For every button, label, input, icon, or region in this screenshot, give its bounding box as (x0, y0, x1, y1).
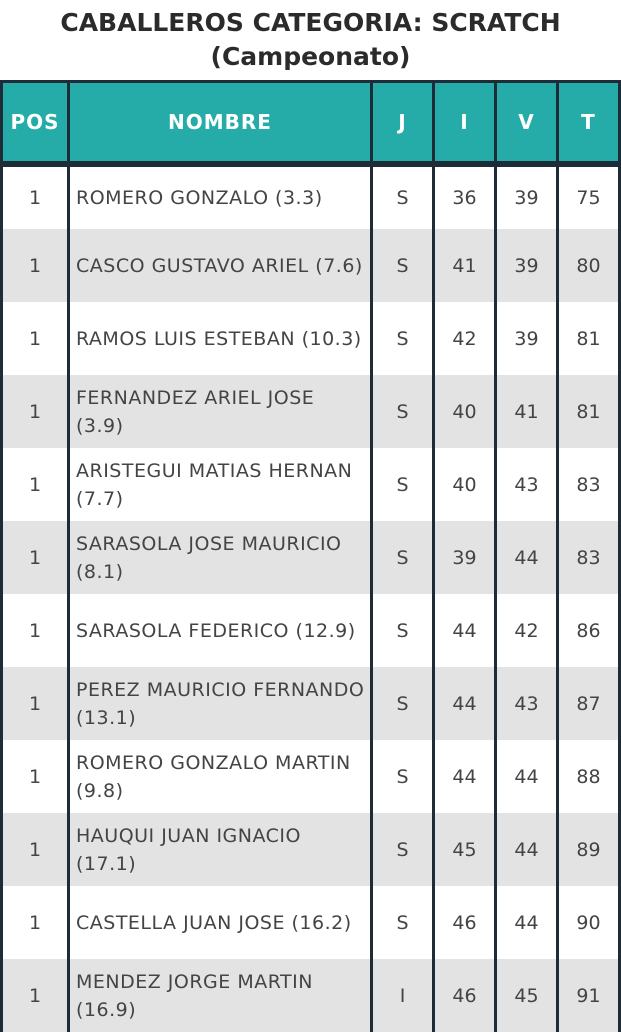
cell-i: 44 (435, 594, 497, 667)
cell-nombre: ARISTEGUI MATIAS HERNAN (7.7) (70, 448, 373, 521)
header-j: J (373, 80, 435, 167)
cell-j: S (373, 667, 435, 740)
table-row (0, 229, 621, 302)
cell-t: 90 (559, 886, 621, 959)
cell-v: 44 (497, 740, 559, 813)
cell-i: 36 (435, 167, 497, 229)
cell-v: 42 (497, 594, 559, 667)
results-table-container (0, 80, 621, 1032)
cell-i: 46 (435, 886, 497, 959)
cell-j: S (373, 229, 435, 302)
cell-pos: 1 (0, 229, 70, 302)
cell-pos: 1 (0, 886, 70, 959)
cell-i: 40 (435, 375, 497, 448)
cell-t: 83 (559, 521, 621, 594)
cell-nombre: PEREZ MAURICIO FERNANDO (13.1) (70, 667, 373, 740)
cell-i: 41 (435, 229, 497, 302)
table-row (0, 886, 621, 959)
cell-t: 81 (559, 375, 621, 448)
table-row (0, 667, 621, 740)
page-title (0, 0, 621, 80)
cell-pos: 1 (0, 448, 70, 521)
cell-nombre: RAMOS LUIS ESTEBAN (10.3) (70, 302, 373, 375)
header-i: I (435, 80, 497, 167)
table-header-row (0, 80, 621, 167)
title-line-2: (Campeonato) (210, 42, 411, 71)
table-row (0, 448, 621, 521)
cell-i: 42 (435, 302, 497, 375)
table-row (0, 302, 621, 375)
table-row (0, 594, 621, 667)
cell-pos: 1 (0, 959, 70, 1032)
cell-pos: 1 (0, 667, 70, 740)
cell-v: 44 (497, 813, 559, 886)
cell-nombre: SARASOLA JOSE MAURICIO (8.1) (70, 521, 373, 594)
cell-t: 86 (559, 594, 621, 667)
header-pos: POS (0, 80, 70, 167)
cell-j: S (373, 594, 435, 667)
cell-i: 40 (435, 448, 497, 521)
cell-v: 44 (497, 886, 559, 959)
cell-pos: 1 (0, 594, 70, 667)
cell-j: S (373, 521, 435, 594)
cell-v: 43 (497, 448, 559, 521)
header-v: V (497, 80, 559, 167)
cell-j: S (373, 886, 435, 959)
header-t: T (559, 80, 621, 167)
cell-i: 44 (435, 667, 497, 740)
title-line-1: CABALLEROS CATEGORIA: SCRATCH (60, 8, 561, 37)
cell-t: 75 (559, 167, 621, 229)
cell-nombre: CASCO GUSTAVO ARIEL (7.6) (70, 229, 373, 302)
cell-pos: 1 (0, 375, 70, 448)
table-row (0, 375, 621, 448)
cell-nombre: SARASOLA FEDERICO (12.9) (70, 594, 373, 667)
table-row (0, 740, 621, 813)
results-table (0, 80, 621, 1032)
cell-t: 87 (559, 667, 621, 740)
cell-j: S (373, 448, 435, 521)
cell-v: 39 (497, 167, 559, 229)
cell-nombre: HAUQUI JUAN IGNACIO (17.1) (70, 813, 373, 886)
cell-i: 44 (435, 740, 497, 813)
cell-t: 91 (559, 959, 621, 1032)
cell-pos: 1 (0, 302, 70, 375)
header-nombre: NOMBRE (70, 80, 373, 167)
cell-nombre: ROMERO GONZALO (3.3) (70, 167, 373, 229)
table-row (0, 813, 621, 886)
cell-i: 46 (435, 959, 497, 1032)
cell-v: 43 (497, 667, 559, 740)
cell-v: 44 (497, 521, 559, 594)
cell-t: 89 (559, 813, 621, 886)
cell-j: S (373, 740, 435, 813)
cell-j: S (373, 375, 435, 448)
cell-v: 39 (497, 302, 559, 375)
table-body (0, 167, 621, 1032)
table-row (0, 521, 621, 594)
cell-v: 41 (497, 375, 559, 448)
cell-nombre: CASTELLA JUAN JOSE (16.2) (70, 886, 373, 959)
cell-nombre: MENDEZ JORGE MARTIN (16.9) (70, 959, 373, 1032)
cell-nombre: FERNANDEZ ARIEL JOSE (3.9) (70, 375, 373, 448)
cell-j: S (373, 813, 435, 886)
cell-pos: 1 (0, 740, 70, 813)
table-row (0, 959, 621, 1032)
cell-j: S (373, 302, 435, 375)
cell-t: 83 (559, 448, 621, 521)
cell-pos: 1 (0, 167, 70, 229)
cell-pos: 1 (0, 521, 70, 594)
cell-t: 80 (559, 229, 621, 302)
cell-j: S (373, 167, 435, 229)
cell-i: 39 (435, 521, 497, 594)
cell-t: 81 (559, 302, 621, 375)
table-row (0, 167, 621, 229)
cell-t: 88 (559, 740, 621, 813)
cell-v: 39 (497, 229, 559, 302)
cell-j: I (373, 959, 435, 1032)
cell-v: 45 (497, 959, 559, 1032)
cell-pos: 1 (0, 813, 70, 886)
cell-nombre: ROMERO GONZALO MARTIN (9.8) (70, 740, 373, 813)
cell-i: 45 (435, 813, 497, 886)
